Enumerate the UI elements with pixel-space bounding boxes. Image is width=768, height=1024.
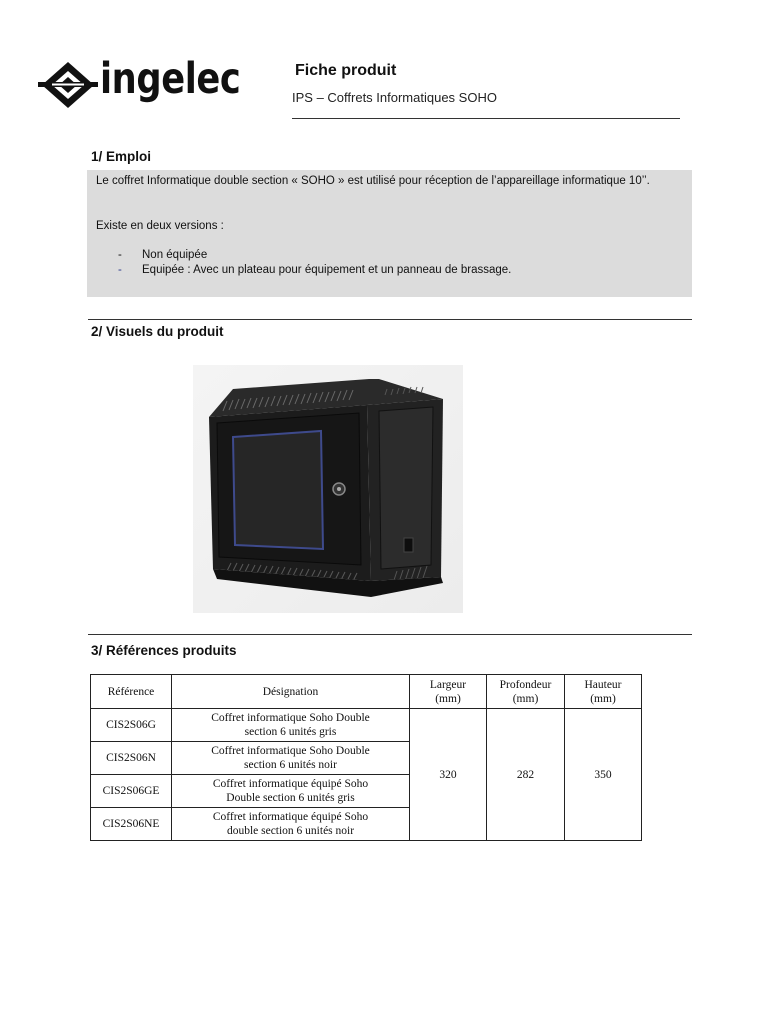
- designation-line: Coffret informatique équipé Soho: [212, 778, 369, 790]
- designation-line: Coffret informatique Soho Double: [211, 712, 370, 724]
- list-item-text: Equipée : Avec un plateau pour équipement et un panneau de brassage.: [142, 264, 512, 276]
- header-unit: (mm): [512, 692, 539, 705]
- section-divider: [88, 634, 692, 635]
- document-subtitle: IPS – Coffrets Informatiques SOHO: [292, 90, 497, 105]
- cabinet-illustration: [193, 365, 463, 613]
- designation-cell: [172, 742, 410, 775]
- column-header-reference: Référence: [91, 675, 172, 709]
- emploi-paragraph: Le coffret Informatique double section « SOHO » est utilisé pour réception de l’appareillage informatique 10’’.: [96, 175, 650, 187]
- section-heading-emploi: 1/ Emploi: [91, 149, 152, 164]
- reference-cell: CIS2S06NE: [91, 808, 172, 841]
- header-label: Largeur: [429, 678, 467, 691]
- section-heading-visuels: 2/ Visuels du produit: [91, 324, 224, 339]
- ingelec-logo: [38, 54, 241, 110]
- designation-line: section 6 unités gris: [244, 726, 337, 738]
- header-divider: [292, 118, 680, 119]
- references-table: [90, 674, 642, 841]
- column-header-largeur: [410, 675, 487, 709]
- product-image: [193, 365, 463, 613]
- designation-line: Coffret informatique équipé Soho: [212, 811, 369, 823]
- designation-line: Coffret informatique Soho Double: [211, 745, 370, 757]
- diamond-logo-icon: [38, 60, 98, 110]
- column-header-profondeur: [487, 675, 565, 709]
- section-heading-references: 3/ Références produits: [91, 643, 237, 658]
- bullet-dash: -: [118, 264, 122, 276]
- reference-cell: CIS2S06N: [91, 742, 172, 775]
- designation-line: double section 6 unités noir: [226, 825, 355, 837]
- section-divider: [88, 319, 692, 320]
- reference-cell: CIS2S06GE: [91, 775, 172, 808]
- document-title: Fiche produit: [295, 62, 397, 79]
- column-header-hauteur: [565, 675, 642, 709]
- header-unit: (mm): [435, 692, 461, 705]
- header-unit: (mm): [590, 692, 616, 705]
- list-item-text: Non équipée: [142, 249, 208, 261]
- designation-cell: [172, 808, 410, 841]
- versions-intro: Existe en deux versions :: [96, 220, 224, 232]
- list-item: [118, 263, 511, 278]
- reference-cell: CIS2S06G: [91, 709, 172, 742]
- header-label: Profondeur: [499, 678, 552, 691]
- column-header-designation: Désignation: [172, 675, 410, 709]
- table-header-row: [91, 675, 642, 709]
- designation-line: Double section 6 unités gris: [226, 792, 355, 804]
- brand-wordmark: ingelec: [100, 54, 241, 104]
- table-row: [91, 709, 642, 742]
- header-label: Hauteur: [584, 678, 622, 691]
- profondeur-cell: 282: [487, 709, 565, 841]
- hauteur-cell: 350: [565, 709, 642, 841]
- list-item: [118, 248, 207, 263]
- largeur-cell: 320: [410, 709, 487, 841]
- designation-line: section 6 unités noir: [244, 759, 337, 771]
- designation-cell: [172, 709, 410, 742]
- designation-cell: [172, 775, 410, 808]
- emploi-box: [87, 170, 692, 297]
- bullet-dash: -: [118, 249, 122, 261]
